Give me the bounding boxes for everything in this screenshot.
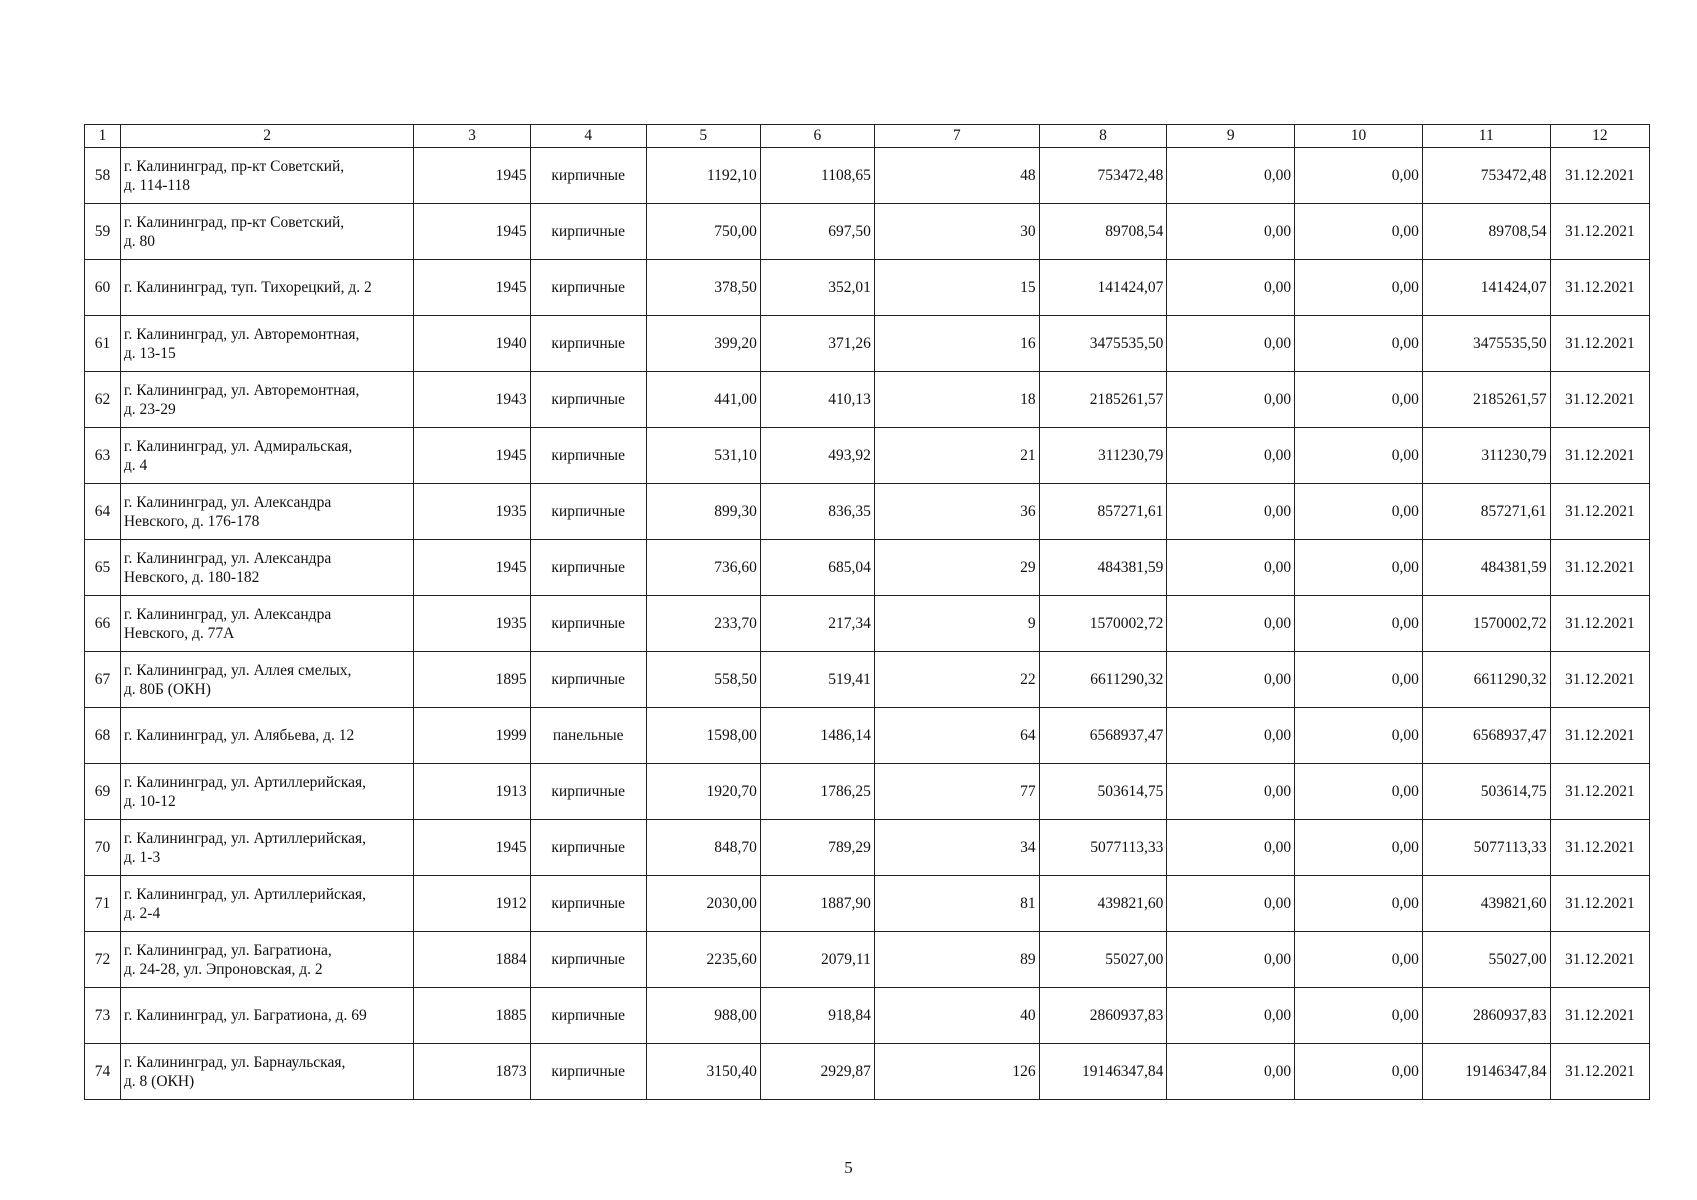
deadline-date-cell: 31.12.2021 <box>1550 428 1649 484</box>
row-number-cell: 58 <box>85 148 121 204</box>
owners-cost-cell: 89708,54 <box>1422 204 1550 260</box>
table-row <box>85 372 1650 428</box>
total-area-cell: 2030,00 <box>646 876 760 932</box>
budget-cost-cell: 0,00 <box>1295 540 1423 596</box>
wall-material-cell: кирпичные <box>530 316 646 372</box>
total-cost-cell: 5077113,33 <box>1039 820 1167 876</box>
owners-cost-cell: 5077113,33 <box>1422 820 1550 876</box>
wall-material-cell: кирпичные <box>530 540 646 596</box>
residents-cell: 40 <box>874 988 1039 1044</box>
residents-cell: 30 <box>874 204 1039 260</box>
fund-cost-cell: 0,00 <box>1167 372 1295 428</box>
year-cell: 1895 <box>414 652 530 708</box>
total-cost-cell: 311230,79 <box>1039 428 1167 484</box>
table-row <box>85 988 1650 1044</box>
owners-cost-cell: 141424,07 <box>1422 260 1550 316</box>
total-area-cell: 378,50 <box>646 260 760 316</box>
deadline-date-cell: 31.12.2021 <box>1550 1044 1649 1100</box>
table-row <box>85 652 1650 708</box>
owners-cost-cell: 19146347,84 <box>1422 1044 1550 1100</box>
row-number-cell: 72 <box>85 932 121 988</box>
total-area-cell: 531,10 <box>646 428 760 484</box>
residents-cell: 18 <box>874 372 1039 428</box>
row-number-cell: 74 <box>85 1044 121 1100</box>
fund-cost-cell: 0,00 <box>1167 932 1295 988</box>
address-cell: г. Калининград, ул. Александра Невского, д. 176-178 <box>120 484 414 540</box>
residents-cell: 21 <box>874 428 1039 484</box>
budget-cost-cell: 0,00 <box>1295 820 1423 876</box>
budget-cost-cell: 0,00 <box>1295 372 1423 428</box>
deadline-date-cell: 31.12.2021 <box>1550 260 1649 316</box>
table-row <box>85 820 1650 876</box>
wall-material-cell: кирпичные <box>530 260 646 316</box>
year-cell: 1945 <box>414 820 530 876</box>
total-area-cell: 233,70 <box>646 596 760 652</box>
fund-cost-cell: 0,00 <box>1167 596 1295 652</box>
address-cell: г. Калининград, ул. Артиллерийская, д. 10-12 <box>120 764 414 820</box>
total-cost-cell: 753472,48 <box>1039 148 1167 204</box>
total-cost-cell: 6611290,32 <box>1039 652 1167 708</box>
living-area-cell: 1486,14 <box>760 708 874 764</box>
fund-cost-cell: 0,00 <box>1167 652 1295 708</box>
address-cell: г. Калининград, ул. Багратиона, д. 24-28, ул. Эпроновская, д. 2 <box>120 932 414 988</box>
total-cost-cell: 19146347,84 <box>1039 1044 1167 1100</box>
owners-cost-cell: 2185261,57 <box>1422 372 1550 428</box>
deadline-date-cell: 31.12.2021 <box>1550 484 1649 540</box>
budget-cost-cell: 0,00 <box>1295 428 1423 484</box>
fund-cost-cell: 0,00 <box>1167 484 1295 540</box>
owners-cost-cell: 503614,75 <box>1422 764 1550 820</box>
budget-cost-cell: 0,00 <box>1295 932 1423 988</box>
fund-cost-cell: 0,00 <box>1167 540 1295 596</box>
residents-cell: 9 <box>874 596 1039 652</box>
budget-cost-cell: 0,00 <box>1295 708 1423 764</box>
total-area-cell: 848,70 <box>646 820 760 876</box>
column-header: 12 <box>1550 125 1649 148</box>
row-number-cell: 69 <box>85 764 121 820</box>
address-cell: г. Калининград, ул. Адмиральская, д. 4 <box>120 428 414 484</box>
living-area-cell: 789,29 <box>760 820 874 876</box>
living-area-cell: 371,26 <box>760 316 874 372</box>
total-area-cell: 558,50 <box>646 652 760 708</box>
deadline-date-cell: 31.12.2021 <box>1550 932 1649 988</box>
table-body <box>85 148 1650 1100</box>
address-cell: г. Калининград, ул. Артиллерийская, д. 1-3 <box>120 820 414 876</box>
row-number-cell: 64 <box>85 484 121 540</box>
owners-cost-cell: 55027,00 <box>1422 932 1550 988</box>
table-row <box>85 428 1650 484</box>
fund-cost-cell: 0,00 <box>1167 820 1295 876</box>
year-cell: 1945 <box>414 148 530 204</box>
living-area-cell: 493,92 <box>760 428 874 484</box>
deadline-date-cell: 31.12.2021 <box>1550 652 1649 708</box>
column-header: 10 <box>1295 125 1423 148</box>
residents-cell: 34 <box>874 820 1039 876</box>
budget-cost-cell: 0,00 <box>1295 988 1423 1044</box>
living-area-cell: 836,35 <box>760 484 874 540</box>
wall-material-cell: кирпичные <box>530 876 646 932</box>
header-row <box>85 125 1650 148</box>
total-area-cell: 736,60 <box>646 540 760 596</box>
year-cell: 1873 <box>414 1044 530 1100</box>
wall-material-cell: панельные <box>530 708 646 764</box>
residents-cell: 126 <box>874 1044 1039 1100</box>
row-number-cell: 63 <box>85 428 121 484</box>
owners-cost-cell: 6611290,32 <box>1422 652 1550 708</box>
owners-cost-cell: 2860937,83 <box>1422 988 1550 1044</box>
living-area-cell: 697,50 <box>760 204 874 260</box>
table-row <box>85 148 1650 204</box>
budget-cost-cell: 0,00 <box>1295 764 1423 820</box>
table-row <box>85 764 1650 820</box>
living-area-cell: 918,84 <box>760 988 874 1044</box>
residents-cell: 64 <box>874 708 1039 764</box>
wall-material-cell: кирпичные <box>530 764 646 820</box>
year-cell: 1945 <box>414 204 530 260</box>
address-cell: г. Калининград, ул. Артиллерийская, д. 2-4 <box>120 876 414 932</box>
total-area-cell: 988,00 <box>646 988 760 1044</box>
total-cost-cell: 141424,07 <box>1039 260 1167 316</box>
total-cost-cell: 484381,59 <box>1039 540 1167 596</box>
total-cost-cell: 2860937,83 <box>1039 988 1167 1044</box>
row-number-cell: 67 <box>85 652 121 708</box>
owners-cost-cell: 6568937,47 <box>1422 708 1550 764</box>
row-number-cell: 62 <box>85 372 121 428</box>
residents-cell: 16 <box>874 316 1039 372</box>
fund-cost-cell: 0,00 <box>1167 1044 1295 1100</box>
owners-cost-cell: 439821,60 <box>1422 876 1550 932</box>
table-row <box>85 540 1650 596</box>
total-area-cell: 899,30 <box>646 484 760 540</box>
address-cell: г. Калининград, ул. Алябьева, д. 12 <box>120 708 414 764</box>
owners-cost-cell: 1570002,72 <box>1422 596 1550 652</box>
owners-cost-cell: 753472,48 <box>1422 148 1550 204</box>
total-area-cell: 1598,00 <box>646 708 760 764</box>
owners-cost-cell: 484381,59 <box>1422 540 1550 596</box>
address-cell: г. Калининград, ул. Аллея смелых, д. 80Б (ОКН) <box>120 652 414 708</box>
year-cell: 1935 <box>414 596 530 652</box>
residents-cell: 81 <box>874 876 1039 932</box>
row-number-cell: 60 <box>85 260 121 316</box>
owners-cost-cell: 3475535,50 <box>1422 316 1550 372</box>
wall-material-cell: кирпичные <box>530 204 646 260</box>
total-cost-cell: 6568937,47 <box>1039 708 1167 764</box>
wall-material-cell: кирпичные <box>530 820 646 876</box>
budget-cost-cell: 0,00 <box>1295 1044 1423 1100</box>
column-header: 9 <box>1167 125 1295 148</box>
budget-cost-cell: 0,00 <box>1295 876 1423 932</box>
fund-cost-cell: 0,00 <box>1167 204 1295 260</box>
deadline-date-cell: 31.12.2021 <box>1550 708 1649 764</box>
year-cell: 1912 <box>414 876 530 932</box>
fund-cost-cell: 0,00 <box>1167 708 1295 764</box>
budget-cost-cell: 0,00 <box>1295 596 1423 652</box>
fund-cost-cell: 0,00 <box>1167 988 1295 1044</box>
address-cell: г. Калининград, туп. Тихорецкий, д. 2 <box>120 260 414 316</box>
year-cell: 1940 <box>414 316 530 372</box>
owners-cost-cell: 311230,79 <box>1422 428 1550 484</box>
living-area-cell: 1887,90 <box>760 876 874 932</box>
year-cell: 1885 <box>414 988 530 1044</box>
wall-material-cell: кирпичные <box>530 148 646 204</box>
total-cost-cell: 55027,00 <box>1039 932 1167 988</box>
residents-cell: 36 <box>874 484 1039 540</box>
residents-cell: 48 <box>874 148 1039 204</box>
table-row <box>85 708 1650 764</box>
year-cell: 1913 <box>414 764 530 820</box>
address-cell: г. Калининград, ул. Авторемонтная, д. 23-29 <box>120 372 414 428</box>
residents-cell: 22 <box>874 652 1039 708</box>
table-row <box>85 484 1650 540</box>
total-area-cell: 399,20 <box>646 316 760 372</box>
wall-material-cell: кирпичные <box>530 596 646 652</box>
living-area-cell: 519,41 <box>760 652 874 708</box>
fund-cost-cell: 0,00 <box>1167 764 1295 820</box>
budget-cost-cell: 0,00 <box>1295 260 1423 316</box>
column-header: 2 <box>120 125 414 148</box>
wall-material-cell: кирпичные <box>530 372 646 428</box>
address-cell: г. Калининград, пр-кт Советский, д. 80 <box>120 204 414 260</box>
total-area-cell: 750,00 <box>646 204 760 260</box>
address-cell: г. Калининград, ул. Александра Невского, д. 77А <box>120 596 414 652</box>
living-area-cell: 685,04 <box>760 540 874 596</box>
table-row <box>85 260 1650 316</box>
year-cell: 1884 <box>414 932 530 988</box>
column-header: 6 <box>760 125 874 148</box>
table-row <box>85 876 1650 932</box>
column-header: 8 <box>1039 125 1167 148</box>
address-cell: г. Калининград, ул. Барнаульская, д. 8 (ОКН) <box>120 1044 414 1100</box>
table-row <box>85 204 1650 260</box>
address-cell: г. Калининград, пр-кт Советский, д. 114-118 <box>120 148 414 204</box>
row-number-cell: 70 <box>85 820 121 876</box>
fund-cost-cell: 0,00 <box>1167 876 1295 932</box>
column-header: 5 <box>646 125 760 148</box>
row-number-cell: 65 <box>85 540 121 596</box>
total-cost-cell: 3475535,50 <box>1039 316 1167 372</box>
total-area-cell: 441,00 <box>646 372 760 428</box>
total-area-cell: 3150,40 <box>646 1044 760 1100</box>
deadline-date-cell: 31.12.2021 <box>1550 988 1649 1044</box>
wall-material-cell: кирпичные <box>530 932 646 988</box>
living-area-cell: 410,13 <box>760 372 874 428</box>
total-cost-cell: 857271,61 <box>1039 484 1167 540</box>
year-cell: 1999 <box>414 708 530 764</box>
wall-material-cell: кирпичные <box>530 428 646 484</box>
year-cell: 1945 <box>414 428 530 484</box>
budget-cost-cell: 0,00 <box>1295 316 1423 372</box>
owners-cost-cell: 857271,61 <box>1422 484 1550 540</box>
total-area-cell: 2235,60 <box>646 932 760 988</box>
deadline-date-cell: 31.12.2021 <box>1550 148 1649 204</box>
residents-cell: 89 <box>874 932 1039 988</box>
total-area-cell: 1920,70 <box>646 764 760 820</box>
table-row <box>85 932 1650 988</box>
total-cost-cell: 1570002,72 <box>1039 596 1167 652</box>
row-number-cell: 73 <box>85 988 121 1044</box>
fund-cost-cell: 0,00 <box>1167 316 1295 372</box>
total-area-cell: 1192,10 <box>646 148 760 204</box>
row-number-cell: 61 <box>85 316 121 372</box>
year-cell: 1943 <box>414 372 530 428</box>
deadline-date-cell: 31.12.2021 <box>1550 316 1649 372</box>
page-number: 5 <box>844 1158 853 1177</box>
address-cell: г. Калининград, ул. Багратиона, д. 69 <box>120 988 414 1044</box>
living-area-cell: 217,34 <box>760 596 874 652</box>
deadline-date-cell: 31.12.2021 <box>1550 596 1649 652</box>
table-row <box>85 316 1650 372</box>
budget-cost-cell: 0,00 <box>1295 484 1423 540</box>
residents-cell: 77 <box>874 764 1039 820</box>
total-cost-cell: 89708,54 <box>1039 204 1167 260</box>
fund-cost-cell: 0,00 <box>1167 260 1295 316</box>
living-area-cell: 2929,87 <box>760 1044 874 1100</box>
residents-cell: 15 <box>874 260 1039 316</box>
table-row <box>85 596 1650 652</box>
row-number-cell: 71 <box>85 876 121 932</box>
residents-cell: 29 <box>874 540 1039 596</box>
column-header: 4 <box>530 125 646 148</box>
deadline-date-cell: 31.12.2021 <box>1550 764 1649 820</box>
year-cell: 1935 <box>414 484 530 540</box>
wall-material-cell: кирпичные <box>530 1044 646 1100</box>
total-cost-cell: 503614,75 <box>1039 764 1167 820</box>
column-header: 3 <box>414 125 530 148</box>
living-area-cell: 1108,65 <box>760 148 874 204</box>
fund-cost-cell: 0,00 <box>1167 428 1295 484</box>
deadline-date-cell: 31.12.2021 <box>1550 820 1649 876</box>
address-cell: г. Калининград, ул. Авторемонтная, д. 13-15 <box>120 316 414 372</box>
total-cost-cell: 439821,60 <box>1039 876 1167 932</box>
row-number-cell: 68 <box>85 708 121 764</box>
column-header: 1 <box>85 125 121 148</box>
table-row <box>85 1044 1650 1100</box>
deadline-date-cell: 31.12.2021 <box>1550 540 1649 596</box>
wall-material-cell: кирпичные <box>530 988 646 1044</box>
living-area-cell: 352,01 <box>760 260 874 316</box>
deadline-date-cell: 31.12.2021 <box>1550 204 1649 260</box>
budget-cost-cell: 0,00 <box>1295 148 1423 204</box>
fund-cost-cell: 0,00 <box>1167 148 1295 204</box>
row-number-cell: 66 <box>85 596 121 652</box>
living-area-cell: 1786,25 <box>760 764 874 820</box>
wall-material-cell: кирпичные <box>530 484 646 540</box>
deadline-date-cell: 31.12.2021 <box>1550 876 1649 932</box>
address-cell: г. Калининград, ул. Александра Невского, д. 180-182 <box>120 540 414 596</box>
budget-cost-cell: 0,00 <box>1295 652 1423 708</box>
total-cost-cell: 2185261,57 <box>1039 372 1167 428</box>
wall-material-cell: кирпичные <box>530 652 646 708</box>
column-header: 11 <box>1422 125 1550 148</box>
year-cell: 1945 <box>414 540 530 596</box>
housing-register-table <box>84 124 1650 1100</box>
deadline-date-cell: 31.12.2021 <box>1550 372 1649 428</box>
column-header: 7 <box>874 125 1039 148</box>
budget-cost-cell: 0,00 <box>1295 204 1423 260</box>
year-cell: 1945 <box>414 260 530 316</box>
living-area-cell: 2079,11 <box>760 932 874 988</box>
row-number-cell: 59 <box>85 204 121 260</box>
